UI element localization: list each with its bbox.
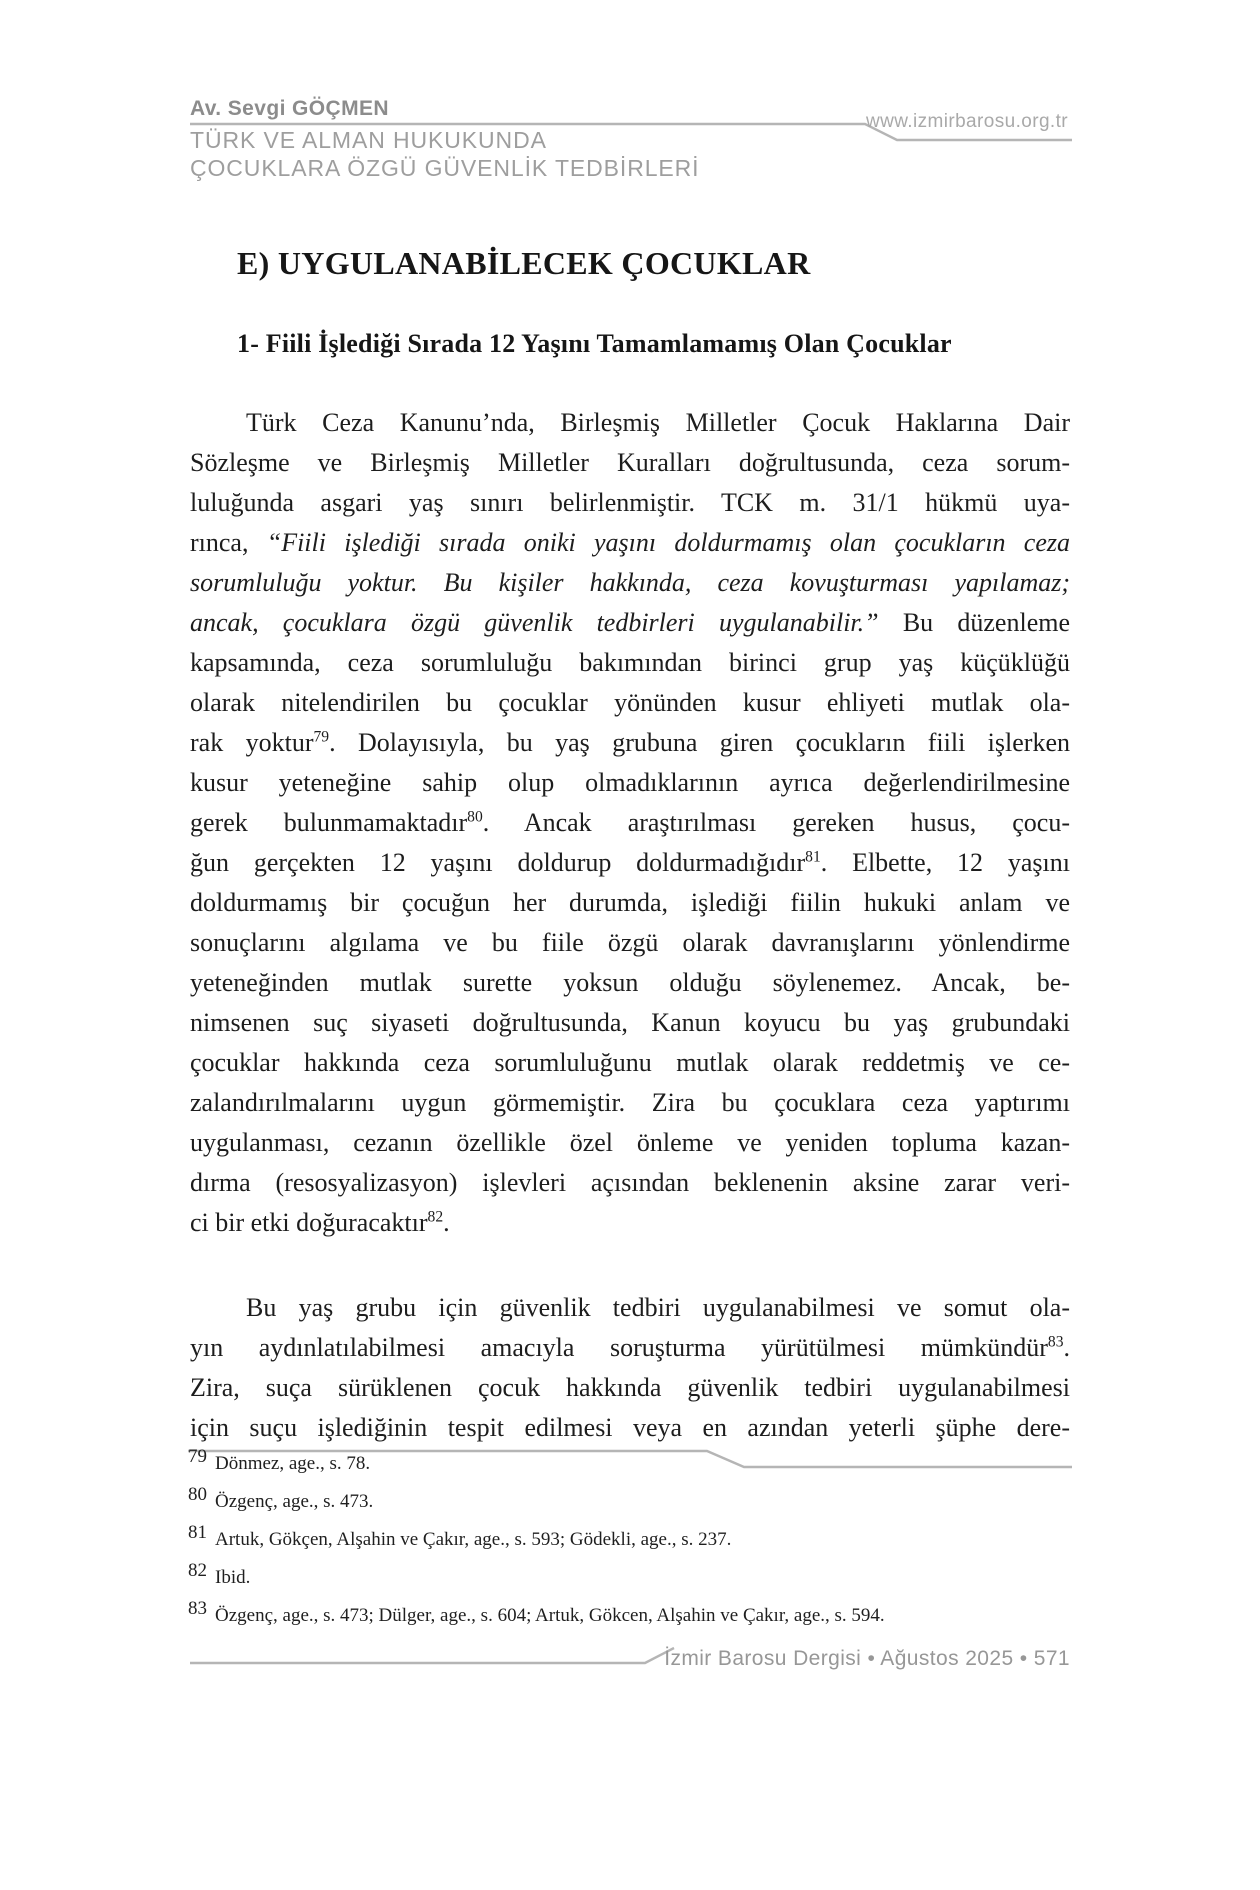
text-line (190, 763, 1070, 803)
text-line (190, 963, 1070, 1003)
body-text: . (1063, 1333, 1070, 1362)
body-paragraph-1 (190, 403, 1070, 1243)
body-text: dırma (resosyalizasyon) işlevleri açısından beklenenin aksine zarar veri- (190, 1168, 1070, 1197)
body-text: Bu düzenleme (878, 608, 1070, 637)
footnote-item (188, 1560, 1072, 1605)
footnote-text: Özgenç, age., s. 473; Dülger, age., s. 604; Artuk, Gökcen, Alşahin ve Çakır, age., s. 594. (215, 1605, 885, 1626)
text-line (190, 1043, 1070, 1083)
section-heading: E) UYGULANABİLECEK ÇOCUKLAR (237, 245, 811, 281)
text-line (190, 1123, 1070, 1163)
body-text: olarak nitelendirilen bu çocuklar yönünden kusur ehliyeti mutlak ola- (190, 688, 1070, 717)
quoted-statute-text: sorumluluğu yoktur. Bu kişiler hakkında, ceza kovuşturması yapılamaz; (190, 568, 1070, 597)
footnote-text: Ibid. (215, 1567, 251, 1588)
body-text: . Elbette, 12 yaşını (820, 848, 1070, 877)
text-line (190, 523, 1070, 563)
footnotes-block (188, 1446, 1072, 1643)
text-line (190, 1288, 1070, 1328)
body-text: ci bir etki doğuracaktır (190, 1208, 428, 1237)
body-text: Bu yaş grubu için güvenlik tedbiri uygulanabilmesi ve somut ola- (246, 1293, 1070, 1322)
body-text: rınca, (190, 528, 267, 557)
text-line (190, 803, 1070, 843)
text-line (190, 563, 1070, 603)
body-text: sonuçlarını algılama ve bu fiile özgü olarak davranışlarını yönlendirme (190, 928, 1070, 957)
text-line (190, 403, 1070, 443)
footnote-number: 82 (188, 1560, 207, 1581)
body-text: . Ancak araştırılması gereken husus, çocu- (482, 808, 1070, 837)
text-line (190, 1163, 1070, 1203)
text-line (190, 843, 1070, 883)
quoted-statute-text: “Fiili işlediği sırada oniki yaşını doldurmamış olan çocukların ceza (266, 528, 1071, 557)
footnote-item (188, 1484, 1072, 1529)
text-line (190, 1203, 1070, 1243)
journal-footer-text: İzmir Barosu Dergisi • Ağustos 2025 • 571 (664, 1647, 1070, 1670)
body-text: . (443, 1208, 450, 1237)
body-text: uygulanması, cezanın özellikle özel önleme ve yeniden topluma kazan- (190, 1128, 1070, 1157)
body-text: Sözleşme ve Birleşmiş Milletler Kuralları doğrultusunda, ceza sorum- (190, 448, 1070, 477)
body-text: Türk Ceza Kanunu’nda, Birleşmiş Milletler Çocuk Haklarına Dair (246, 408, 1070, 437)
text-line (190, 1368, 1070, 1408)
footnote-number: 81 (188, 1522, 207, 1543)
text-line (190, 723, 1070, 763)
footnote-number: 83 (188, 1598, 207, 1619)
body-text: zalandırılmalarını uygun görmemiştir. Zira bu çocuklara ceza yaptırımı (190, 1088, 1070, 1117)
quoted-statute-text: ancak, çocuklara özgü güvenlik tedbirleri uygulanabilir.” (190, 608, 879, 637)
body-text: rak yoktur (190, 728, 314, 757)
body-text: luluğunda asgari yaş sınırı belirlenmiştir. TCK m. 31/1 hükmü uya- (190, 488, 1070, 517)
footnote-item (188, 1598, 1072, 1643)
subsection-heading: 1- Fiili İşlediği Sırada 12 Yaşını Tamamlamamış Olan Çocuklar (237, 329, 952, 358)
body-paragraph-2 (190, 1288, 1070, 1448)
text-line (190, 923, 1070, 963)
text-line (190, 483, 1070, 523)
article-title-line-2: ÇOCUKLARA ÖZGÜ GÜVENLİK TEDBİRLERİ (190, 155, 700, 181)
footnote-text: Artuk, Gökçen, Alşahin ve Çakır, age., s. 593; Gödekli, age., s. 237. (215, 1529, 732, 1550)
body-text: kusur yeteneğine sahip olup olmadıklarının ayrıca değerlendirilmesine (190, 768, 1070, 797)
footnote-item (188, 1522, 1072, 1567)
footnote-text: Özgenç, age., s. 473. (215, 1491, 374, 1512)
body-text: nimsenen suç siyaseti doğrultusunda, Kanun koyucu bu yaş grubundaki (190, 1008, 1070, 1037)
website-url: www.izmirbarosu.org.tr (865, 111, 1068, 132)
footnote-number: 79 (188, 1446, 207, 1467)
body-text: Zira, suça sürüklenen çocuk hakkında güvenlik tedbiri uygulanabilmesi (190, 1373, 1070, 1402)
text-line (190, 443, 1070, 483)
text-line (190, 683, 1070, 723)
footnote-item (188, 1446, 1072, 1491)
body-text: doldurmamış bir çocuğun her durumda, işlediği fiilin hukuki anlam ve (190, 888, 1070, 917)
body-text: çocuklar hakkında ceza sorumluluğunu mutlak olarak reddetmiş ve ce- (190, 1048, 1070, 1077)
text-line (190, 603, 1070, 643)
footnote-reference: 81 (805, 848, 821, 866)
footnote-number: 80 (188, 1484, 207, 1505)
body-text: yın aydınlatılabilmesi amacıyla soruşturma yürütülmesi mümkündür (190, 1333, 1048, 1362)
footnote-text: Dönmez, age., s. 78. (215, 1453, 371, 1474)
body-text: yeteneğinden mutlak surette yoksun olduğu söylenemez. Ancak, be- (190, 968, 1070, 997)
text-line (190, 1328, 1070, 1368)
body-text: gerek bulunmamaktadır (190, 808, 468, 837)
text-line (190, 1083, 1070, 1123)
body-text: ğun gerçekten 12 yaşını doldurup doldurmadığıdır (190, 848, 806, 877)
author-name: Av. Sevgi GÖÇMEN (190, 97, 389, 120)
body-text: kapsamında, ceza sorumluluğu bakımından birinci grup yaş küçüklüğü (190, 648, 1070, 677)
footer-step-divider-line (190, 1648, 674, 1663)
text-line (190, 1408, 1070, 1448)
text-line (190, 643, 1070, 683)
footnote-reference: 83 (1047, 1333, 1064, 1351)
body-text: için suçu işlediğinin tespit edilmesi veya en azından yeterli şüphe dere- (190, 1413, 1070, 1442)
footnote-reference: 82 (427, 1208, 444, 1226)
text-line (190, 1003, 1070, 1043)
footnote-reference: 79 (313, 728, 330, 746)
article-title-line-1: TÜRK VE ALMAN HUKUKUNDA (190, 127, 547, 153)
footnote-reference: 80 (467, 808, 483, 826)
text-line (190, 883, 1070, 923)
body-text: . Dolayısıyla, bu yaş grubuna giren çocukların fiili işlerken (329, 728, 1070, 757)
